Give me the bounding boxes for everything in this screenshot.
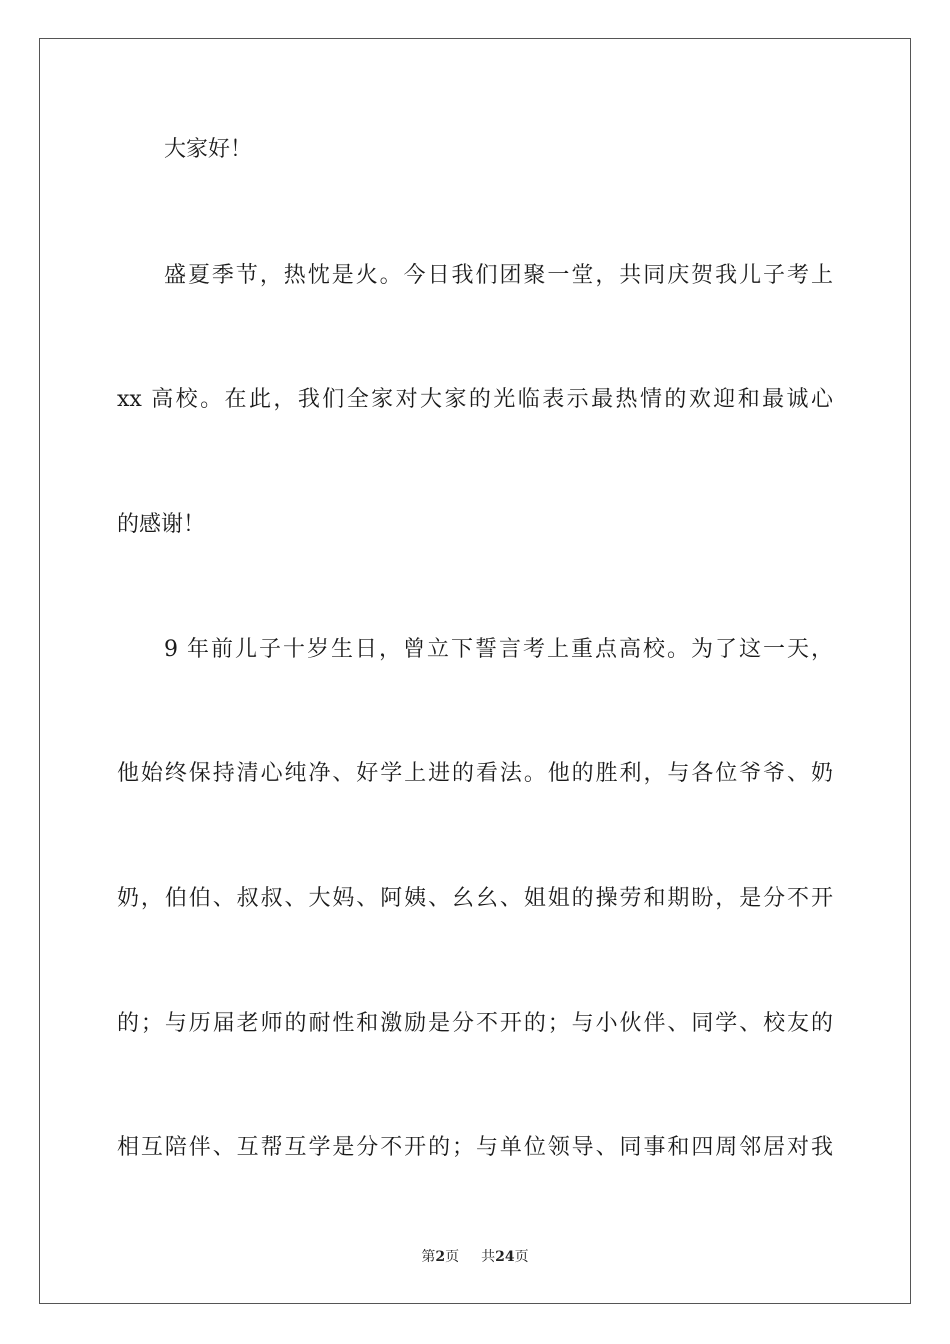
paragraph-2-line-4: 的；与历届老师的耐性和激励是分不开的；与小伙伴、同学、校友的 — [117, 1011, 833, 1036]
paragraph-1-line-1: 盛夏季节，热忱是火。今日我们团聚一堂，共同庆贺我儿子考上 — [164, 263, 833, 288]
page-total: 共24页 — [481, 1249, 529, 1265]
page-border — [39, 38, 911, 1304]
paragraph-2-line-5: 相互陪伴、互帮互学是分不开的；与单位领导、同事和四周邻居对我 — [117, 1135, 833, 1160]
paragraph-1-line-2: xx 高校。在此，我们全家对大家的光临表示最热情的欢迎和最诚心 — [117, 387, 833, 412]
greeting-line: 大家好！ — [164, 137, 253, 162]
paragraph-1-line-3: 的感谢！ — [117, 512, 206, 537]
paragraph-2-line-2: 他始终保持清心纯净、好学上进的看法。他的胜利，与各位爷爷、奶 — [117, 761, 833, 786]
paragraph-2-line-1: 9 年前儿子十岁生日，曾立下誓言考上重点高校。为了这一天， — [164, 637, 833, 662]
page-footer — [0, 1248, 950, 1266]
page-number: 第2页 — [421, 1249, 460, 1265]
paragraph-2-line-3: 奶，伯伯、叔叔、大妈、阿姨、幺幺、姐姐的操劳和期盼，是分不开 — [117, 886, 833, 911]
